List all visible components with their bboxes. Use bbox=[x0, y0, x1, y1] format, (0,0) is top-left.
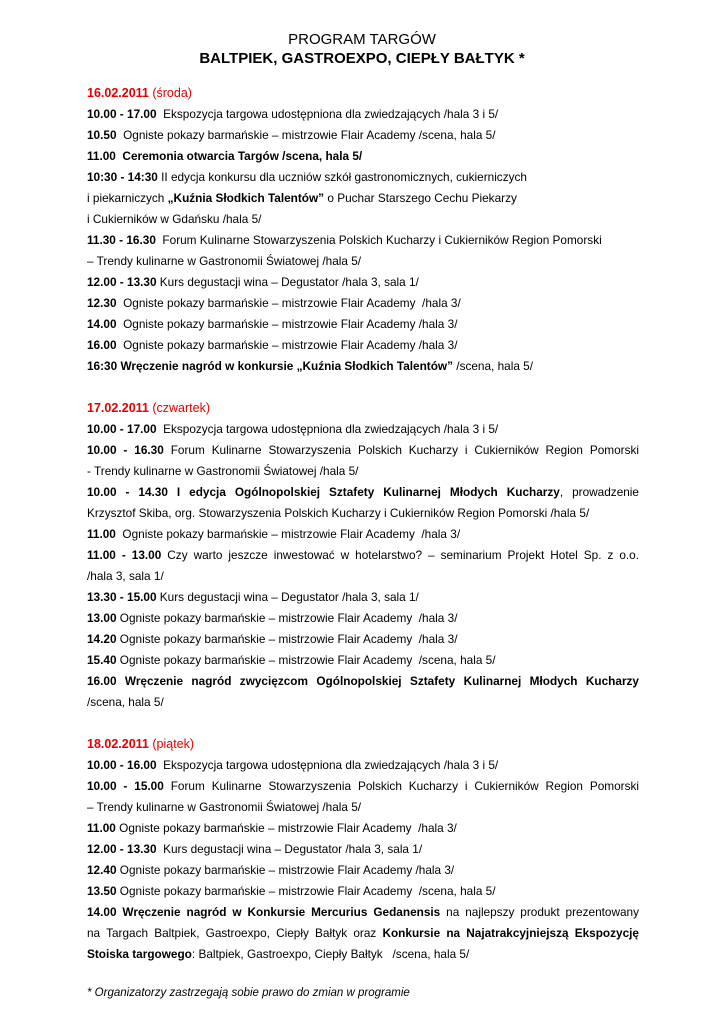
program-entry bbox=[87, 755, 639, 776]
program-day bbox=[87, 398, 639, 713]
entry-text: : Baltpiek, Gastroexpo, Ciepły Bałtyk /scena, hala 5/ bbox=[191, 947, 470, 961]
program-entry bbox=[87, 335, 639, 356]
entry-text: Krzysztof Skiba, org. Stowarzyszenia Polskich Kucharzy i Cukierników Region Pomorski /hala 5/ bbox=[87, 506, 590, 520]
day-heading bbox=[87, 734, 639, 755]
entry-bold-text: 10:30 - 14:30 bbox=[87, 170, 158, 184]
entry-text: Ogniste pokazy barmańskie – mistrzowie Flair Academy /scena, hala 5/ bbox=[116, 653, 496, 667]
program-entry bbox=[87, 944, 639, 965]
entry-bold-text: 12.30 bbox=[87, 296, 117, 310]
program-entry bbox=[87, 230, 639, 251]
program-entry bbox=[87, 671, 639, 692]
footnote: * Organizatorzy zastrzegają sobie prawo do zmian w programie bbox=[87, 987, 410, 999]
entry-bold-text: 11.00 bbox=[87, 527, 116, 541]
entry-text: Ogniste pokazy barmańskie – mistrzowie Flair Academy /hala 3/ bbox=[116, 632, 458, 646]
entry-bold-text: 13.00 bbox=[87, 611, 117, 625]
entry-text: II edycja konkursu dla uczniów szkół gastronomicznych, cukierniczych bbox=[157, 170, 527, 184]
entry-text: Ogniste pokazy barmańskie – mistrzowie Flair Academy /hala 3/ bbox=[116, 296, 461, 310]
entry-text: o Puchar Starszego Cechu Piekarzy bbox=[324, 191, 517, 205]
entry-text: Ogniste pokazy barmańskie – mistrzowie Flair Academy /hala 3/ bbox=[116, 317, 458, 331]
entry-bold-text: 11.00 - 13.00 bbox=[87, 548, 162, 562]
entry-bold-text: 16:30 Wręczenie nagród w konkursie „Kuźnia Słodkich Talentów” bbox=[87, 359, 454, 373]
day-date: 18.02.2011 bbox=[87, 737, 149, 751]
program-entry bbox=[87, 125, 639, 146]
program-entry bbox=[87, 818, 639, 839]
entry-text: na Targach Baltpiek, Gastroexpo, Ciepły Bałtyk oraz bbox=[87, 926, 383, 940]
entry-bold-text: 16.00 bbox=[87, 338, 117, 352]
document-subtitle: BALTPIEK, GASTROEXPO, CIEPŁY BAŁTYK * bbox=[199, 50, 525, 67]
entry-text: Ogniste pokazy barmańskie – mistrzowie Flair Academy /hala 3/ bbox=[115, 527, 461, 541]
document-title: PROGRAM TARGÓW bbox=[288, 31, 436, 48]
program-entry bbox=[87, 776, 639, 797]
program-entry bbox=[87, 692, 639, 713]
day-weekday: (czwartek) bbox=[152, 401, 211, 415]
program-entry bbox=[87, 188, 639, 209]
entry-text: /scena, hala 5/ bbox=[87, 695, 164, 709]
program-entry bbox=[87, 440, 639, 461]
entry-text: Forum Kulinarne Stowarzyszenia Polskich Kucharzy i Cukierników Region Pomorski bbox=[155, 233, 602, 247]
entry-text: Forum Kulinarne Stowarzyszenia Polskich Kucharzy i Cukierników Region Pomorski bbox=[163, 443, 640, 457]
program-entry bbox=[87, 293, 639, 314]
program-day bbox=[87, 734, 639, 965]
program-entry bbox=[87, 251, 639, 272]
entry-bold-text: 12.40 bbox=[87, 863, 117, 877]
entry-bold-text: 10.00 - 15.00 bbox=[87, 779, 164, 793]
program-entry bbox=[87, 545, 639, 566]
entry-text: Ogniste pokazy barmańskie – mistrzowie Flair Academy /hala 3/ bbox=[116, 863, 455, 877]
entry-text: Czy warto jeszcze inwestować w hotelarstwo? – seminarium Projekt Hotel Sp. z o.o. bbox=[161, 548, 640, 562]
program-content bbox=[87, 83, 639, 965]
entry-text: Ogniste pokazy barmańskie – mistrzowie Flair Academy /scena, hala 5/ bbox=[116, 884, 496, 898]
entry-bold-text: 12.00 - 13.30 bbox=[87, 275, 157, 289]
entry-text: Ogniste pokazy barmańskie – mistrzowie Flair Academy /scena, hala 5/ bbox=[116, 128, 496, 142]
program-entry bbox=[87, 167, 639, 188]
entry-bold-text: 11.00 bbox=[87, 821, 116, 835]
program-entry bbox=[87, 272, 639, 293]
entry-text: /scena, hala 5/ bbox=[453, 359, 534, 373]
entry-text: Ekspozycja targowa udostępniona dla zwiedzających /hala 3 i 5/ bbox=[156, 758, 499, 772]
entry-text: Ekspozycja targowa udostępniona dla zwiedzających /hala 3 i 5/ bbox=[156, 422, 499, 436]
program-entry bbox=[87, 461, 639, 482]
program-entry bbox=[87, 860, 639, 881]
program-entry bbox=[87, 650, 639, 671]
program-entry bbox=[87, 923, 639, 944]
entry-bold-text: 14.00 Wręczenie nagród w Konkursie Mercurius Gedanensis bbox=[87, 905, 441, 919]
program-entry bbox=[87, 104, 639, 125]
entry-bold-text: 10.00 - 17.00 bbox=[87, 422, 157, 436]
day-heading bbox=[87, 398, 639, 419]
entry-text: Ekspozycja targowa udostępniona dla zwiedzających /hala 3 i 5/ bbox=[156, 107, 499, 121]
program-entry bbox=[87, 314, 639, 335]
entry-bold-text: 11.30 - 16.30 bbox=[87, 233, 156, 247]
day-heading bbox=[87, 83, 639, 104]
entry-bold-text: 10.50 bbox=[87, 128, 117, 142]
entry-text: – Trendy kulinarne w Gastronomii Światowej /hala 5/ bbox=[87, 800, 362, 814]
program-entry bbox=[87, 566, 639, 587]
program-entry bbox=[87, 524, 639, 545]
entry-bold-text: 11.00 Ceremonia otwarcia Targów /scena, hala 5/ bbox=[87, 149, 363, 163]
program-entry bbox=[87, 209, 639, 230]
program-entry bbox=[87, 587, 639, 608]
program-entry bbox=[87, 503, 639, 524]
entry-bold-text: 10.00 - 17.00 bbox=[87, 107, 157, 121]
entry-bold-text: „Kuźnia Słodkich Talentów” bbox=[167, 191, 325, 205]
entry-bold-text: 16.00 Wręczenie nagród zwycięzcom Ogólnopolskiej Sztafety Kulinarnej Młodych Kucharzy bbox=[87, 674, 639, 688]
program-entry bbox=[87, 629, 639, 650]
day-weekday: (piątek) bbox=[152, 737, 195, 751]
entry-text: i Cukierników w Gdańsku /hala 5/ bbox=[87, 212, 262, 226]
entry-text: , prowadzenie bbox=[559, 485, 639, 499]
entry-bold-text: 12.00 - 13.30 bbox=[87, 842, 157, 856]
entry-text: Forum Kulinarne Stowarzyszenia Polskich Kucharzy i Cukierników Region Pomorski bbox=[163, 779, 640, 793]
entry-bold-text: Stoiska targowego bbox=[87, 947, 192, 961]
entry-bold-text: 15.40 bbox=[87, 653, 117, 667]
program-entry bbox=[87, 608, 639, 629]
program-entry bbox=[87, 902, 639, 923]
entry-text: Kurs degustacji wina – Degustator /hala 3, sala 1/ bbox=[156, 275, 419, 289]
day-date: 17.02.2011 bbox=[87, 401, 149, 415]
entry-bold-text: 13.30 - 15.00 bbox=[87, 590, 157, 604]
program-entry bbox=[87, 839, 639, 860]
entry-bold-text: 10.00 - 14.30 I edycja Ogólnopolskiej Sztafety Kulinarnej Młodych Kucharzy bbox=[87, 485, 560, 499]
entry-bold-text: 10.00 - 16.30 bbox=[87, 443, 164, 457]
program-entry bbox=[87, 146, 639, 167]
program-day bbox=[87, 83, 639, 377]
program-entry bbox=[87, 881, 639, 902]
program-entry bbox=[87, 797, 639, 818]
entry-text: /hala 3, sala 1/ bbox=[87, 569, 164, 583]
entry-bold-text: 10.00 - 16.00 bbox=[87, 758, 157, 772]
entry-bold-text: Konkursie na Najatrakcyjniejszą Ekspozycję bbox=[382, 926, 639, 940]
program-entry bbox=[87, 482, 639, 503]
entry-text: - Trendy kulinarne w Gastronomii Światowej /hala 5/ bbox=[87, 464, 359, 478]
entry-bold-text: 14.00 bbox=[87, 317, 117, 331]
entry-text: Ogniste pokazy barmańskie – mistrzowie Flair Academy /hala 3/ bbox=[115, 821, 457, 835]
entry-text: i piekarniczych bbox=[87, 191, 168, 205]
day-weekday: (środa) bbox=[152, 86, 192, 100]
entry-text: Ogniste pokazy barmańskie – mistrzowie Flair Academy /hala 3/ bbox=[116, 611, 458, 625]
entry-text: Kurs degustacji wina – Degustator /hala 3, sala 1/ bbox=[156, 590, 419, 604]
entry-text: Kurs degustacji wina – Degustator /hala 3, sala 1/ bbox=[156, 842, 423, 856]
program-entry bbox=[87, 419, 639, 440]
entry-text: na najlepszy produkt prezentowany bbox=[440, 905, 640, 919]
program-entry bbox=[87, 356, 639, 377]
entry-text: Ogniste pokazy barmańskie – mistrzowie Flair Academy /hala 3/ bbox=[116, 338, 458, 352]
day-date: 16.02.2011 bbox=[87, 86, 149, 100]
entry-text: – Trendy kulinarne w Gastronomii Światowej /hala 5/ bbox=[87, 254, 362, 268]
entry-bold-text: 14.20 bbox=[87, 632, 117, 646]
entry-bold-text: 13.50 bbox=[87, 884, 117, 898]
